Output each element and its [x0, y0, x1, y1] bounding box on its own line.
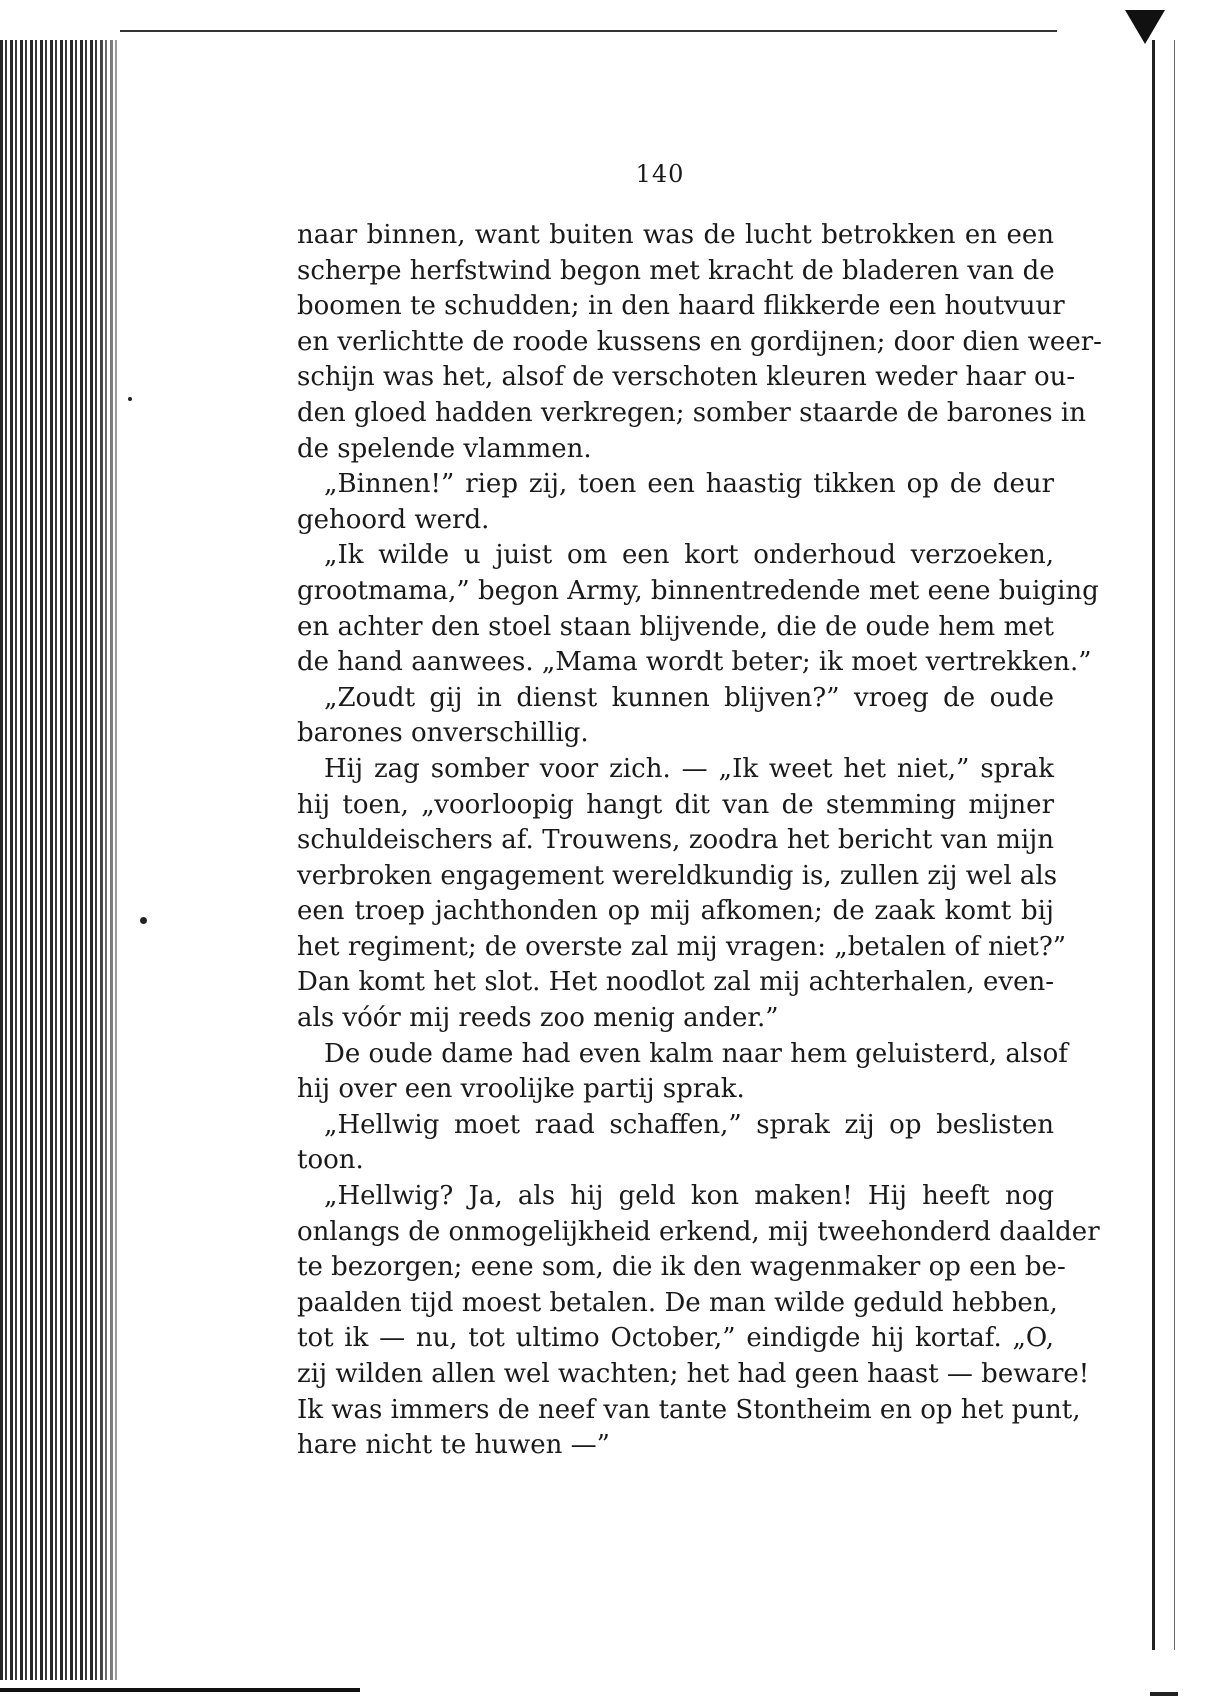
bottom-scan-rule	[0, 1688, 360, 1692]
text-line: schuldeischers af. Trouwens, zoodra het bericht van mijn	[297, 825, 1054, 856]
text-line: den gloed hadden verkregen; somber staarde de barones in	[297, 397, 1086, 428]
text-line: en verlichtte de roode kussens en gordijnen; door dien weer-	[297, 326, 1102, 357]
text-line: hij toen, „voorloopig hangt dit van de stemming mijner	[297, 789, 1054, 820]
text-line: Ik was immers de neef van tante Stontheim en op het punt,	[297, 1394, 1081, 1425]
text-line: „Hellwig? Ja, als hij geld kon maken! Hij heeft nog	[324, 1181, 1054, 1212]
ink-speck	[140, 917, 147, 924]
bottom-corner-mark	[1150, 1692, 1178, 1696]
text-line: „Zoudt gij in dienst kunnen blijven?” vroeg de oude	[324, 682, 1054, 713]
text-line: te bezorgen; eene som, die ik den wagenmaker op een be-	[297, 1252, 1066, 1283]
text-line: paalden tijd moest betalen. De man wilde geduld hebben,	[297, 1287, 1058, 1318]
text-line: „Binnen!” riep zij, toen een haastig tikken op de deur	[324, 469, 1054, 500]
right-page-edge-thin	[1174, 40, 1175, 1650]
ink-speck	[128, 397, 132, 401]
text-line: „Ik wilde u juist om een kort onderhoud verzoeken,	[324, 540, 1054, 571]
text-line: tot ik — nu, tot ultimo October,” eindigde hij kortaf. „O,	[297, 1323, 1054, 1354]
text-line: onlangs de onmogelijkheid erkend, mij tweehonderd daalder	[297, 1216, 1100, 1247]
text-line: „Hellwig moet raad schaffen,” sprak zij op beslisten	[324, 1109, 1054, 1140]
text-line: schijn was het, alsof de verschoten kleuren weder haar ou-	[297, 362, 1076, 393]
text-line: toon.	[297, 1145, 364, 1176]
text-line: de hand aanwees. „Mama wordt beter; ik moet vertrekken.”	[297, 647, 1092, 678]
text-line: grootmama,” begon Army, binnentredende met eene buiging	[297, 575, 1099, 606]
text-line: De oude dame had even kalm naar hem geluisterd, alsof	[324, 1038, 1068, 1069]
text-line: een troep jachthonden op mij afkomen; de zaak komt bij	[297, 896, 1054, 927]
text-line: en achter den stoel staan blijvende, die de oude hem met	[297, 611, 1054, 642]
text-line: gehoord werd.	[297, 504, 490, 535]
corner-scan-mark	[1125, 10, 1165, 44]
text-line: hare nicht te huwen —”	[297, 1430, 610, 1461]
top-scan-rule	[120, 30, 1057, 32]
text-line: zij wilden allen wel wachten; het had geen haast — beware!	[297, 1359, 1090, 1389]
text-line: als vóór mij reeds zoo menig ander.”	[297, 1003, 779, 1034]
text-line: verbroken engagement wereldkundig is, zullen zij wel als	[297, 860, 1058, 891]
body-text	[297, 218, 1102, 1464]
text-line: boomen te schudden; in den haard flikkerde een houtvuur	[297, 291, 1065, 322]
text-line: Dan komt het slot. Het noodlot zal mij achterhalen, even-	[297, 967, 1054, 998]
text-line: de spelende vlammen.	[297, 433, 592, 464]
text-line: barones onverschillig.	[297, 718, 589, 749]
text-line: naar binnen, want buiten was de lucht betrokken en een	[297, 220, 1054, 250]
text-line: hij over een vroolijke partij sprak.	[297, 1074, 745, 1105]
binding-edge-fade	[96, 40, 136, 1680]
right-page-edge	[1152, 40, 1155, 1650]
text-line: scherpe herfstwind begon met kracht de bladeren van de	[297, 255, 1055, 286]
text-line: het regiment; de overste zal mij vragen: „betalen of niet?”	[297, 931, 1067, 962]
text-line: Hij zag somber voor zich. — „Ik weet het niet,” sprak	[324, 753, 1054, 784]
page-number: 140	[635, 160, 685, 188]
